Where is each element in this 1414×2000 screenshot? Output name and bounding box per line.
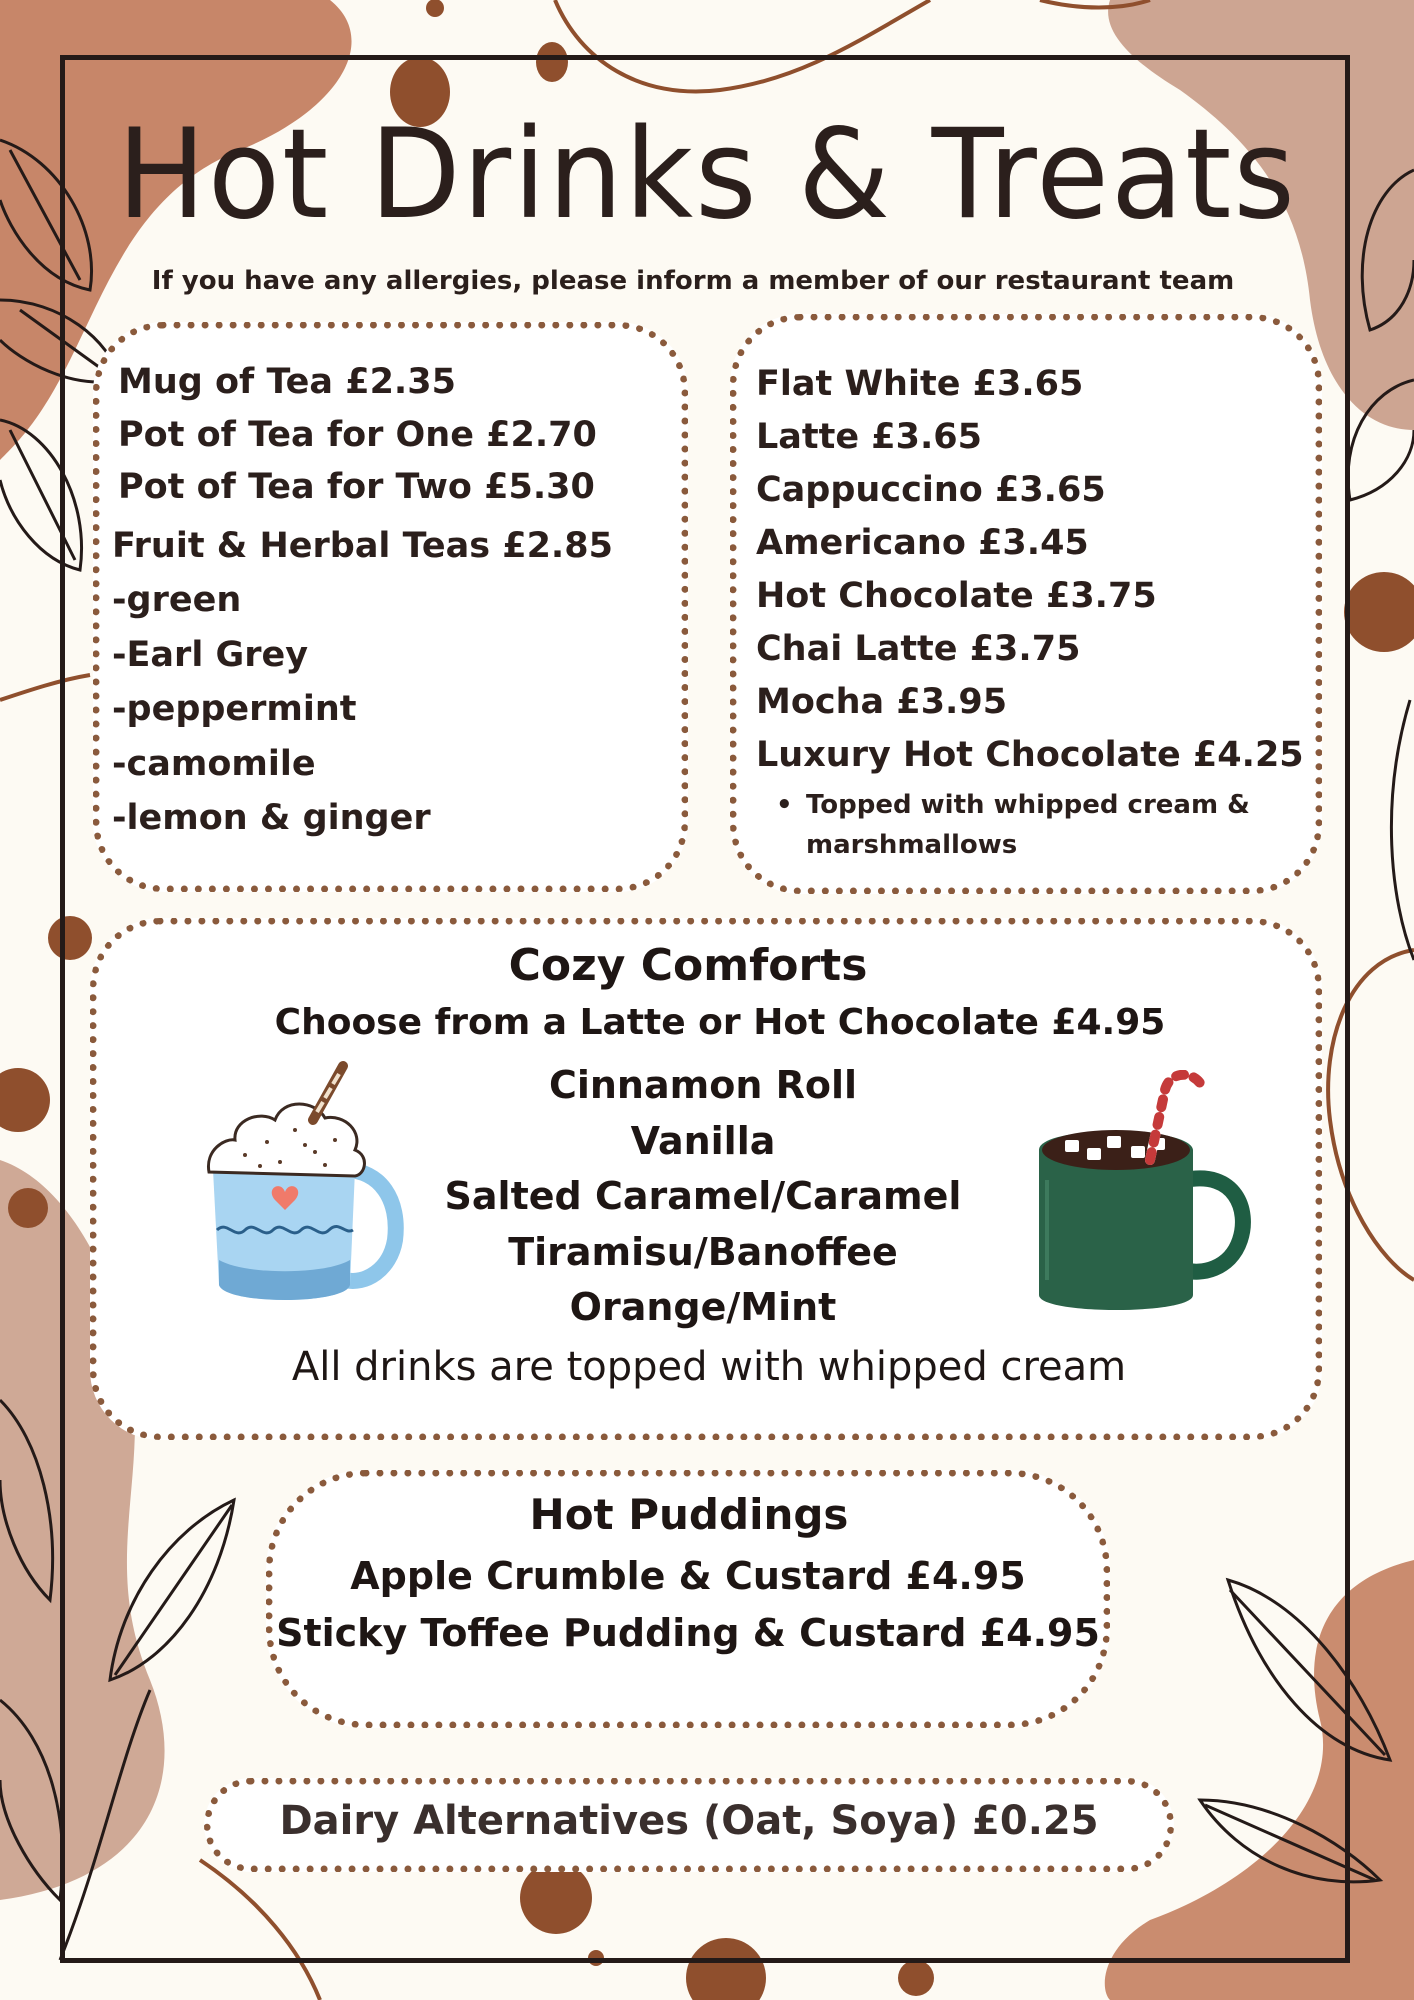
flavour-item: Salted Caramel/Caramel [444,1174,962,1218]
menu-item: Latte £3.65 [756,417,983,457]
whipped-cream-mug-icon [205,1060,405,1310]
menu-item: -lemon & ginger [112,798,431,838]
menu-item: Mug of Tea £2.35 [118,362,456,402]
menu-item: Fruit & Herbal Teas £2.85 [112,525,613,566]
cozy-comforts-footnote: All drinks are topped with whipped cream [291,1344,1127,1390]
cozy-comforts-title: Cozy Comforts [508,940,868,991]
menu-item: Hot Chocolate £3.75 [756,576,1157,616]
candy-cane-cocoa-mug-icon [1035,1070,1260,1315]
menu-item: -green [112,580,242,620]
coffee-menu-list [756,358,1304,782]
hot-puddings-title: Hot Puddings [529,1490,849,1539]
flavour-item: Orange/Mint [569,1285,837,1329]
menu-item: Cappuccino £3.65 [756,470,1106,510]
menu-item: -Earl Grey [112,634,309,675]
allergy-notice: If you have any allergies, please inform a member of our restaurant team [151,266,1235,296]
dairy-alternatives-text: Dairy Alternatives (Oat, Soya) £0.25 [279,1798,1099,1844]
dot [426,0,444,17]
note-text: Topped with whipped cream & marshmallows [806,790,1250,860]
tea-menu-list [112,356,613,845]
cozy-comforts-subtitle: Choose from a Latte or Hot Chocolate £4.95 [274,1002,1166,1043]
menu-item: Chai Latte £3.75 [756,629,1081,669]
menu-item: Pot of Tea for Two £5.30 [118,467,595,507]
luxury-hot-chocolate-note [776,785,1296,865]
bullet-icon: • [776,790,793,820]
hot-puddings-list [0,1548,1376,1662]
flavour-item: Vanilla [630,1118,776,1163]
menu-item: Flat White £3.65 [756,364,1084,404]
flavour-item: Tiramisu/Banoffee [508,1229,898,1274]
menu-item: Mocha £3.95 [756,682,1008,722]
dot [898,1960,934,1996]
menu-item: Americano £3.45 [756,523,1089,563]
menu-item: Pot of Tea for One £2.70 [118,414,597,455]
menu-item: -peppermint [112,689,357,729]
menu-item: Apple Crumble & Custard £4.95 [350,1554,1026,1598]
dot [1344,572,1414,652]
menu-item: -camomile [112,743,316,784]
page-title: Hot Drinks & Treats [117,101,1297,247]
menu-item: Sticky Toffee Pudding & Custard £4.95 [276,1611,1100,1655]
flavour-item: Cinnamon Roll [548,1063,858,1107]
menu-item: Luxury Hot Chocolate £4.25 [756,735,1304,775]
